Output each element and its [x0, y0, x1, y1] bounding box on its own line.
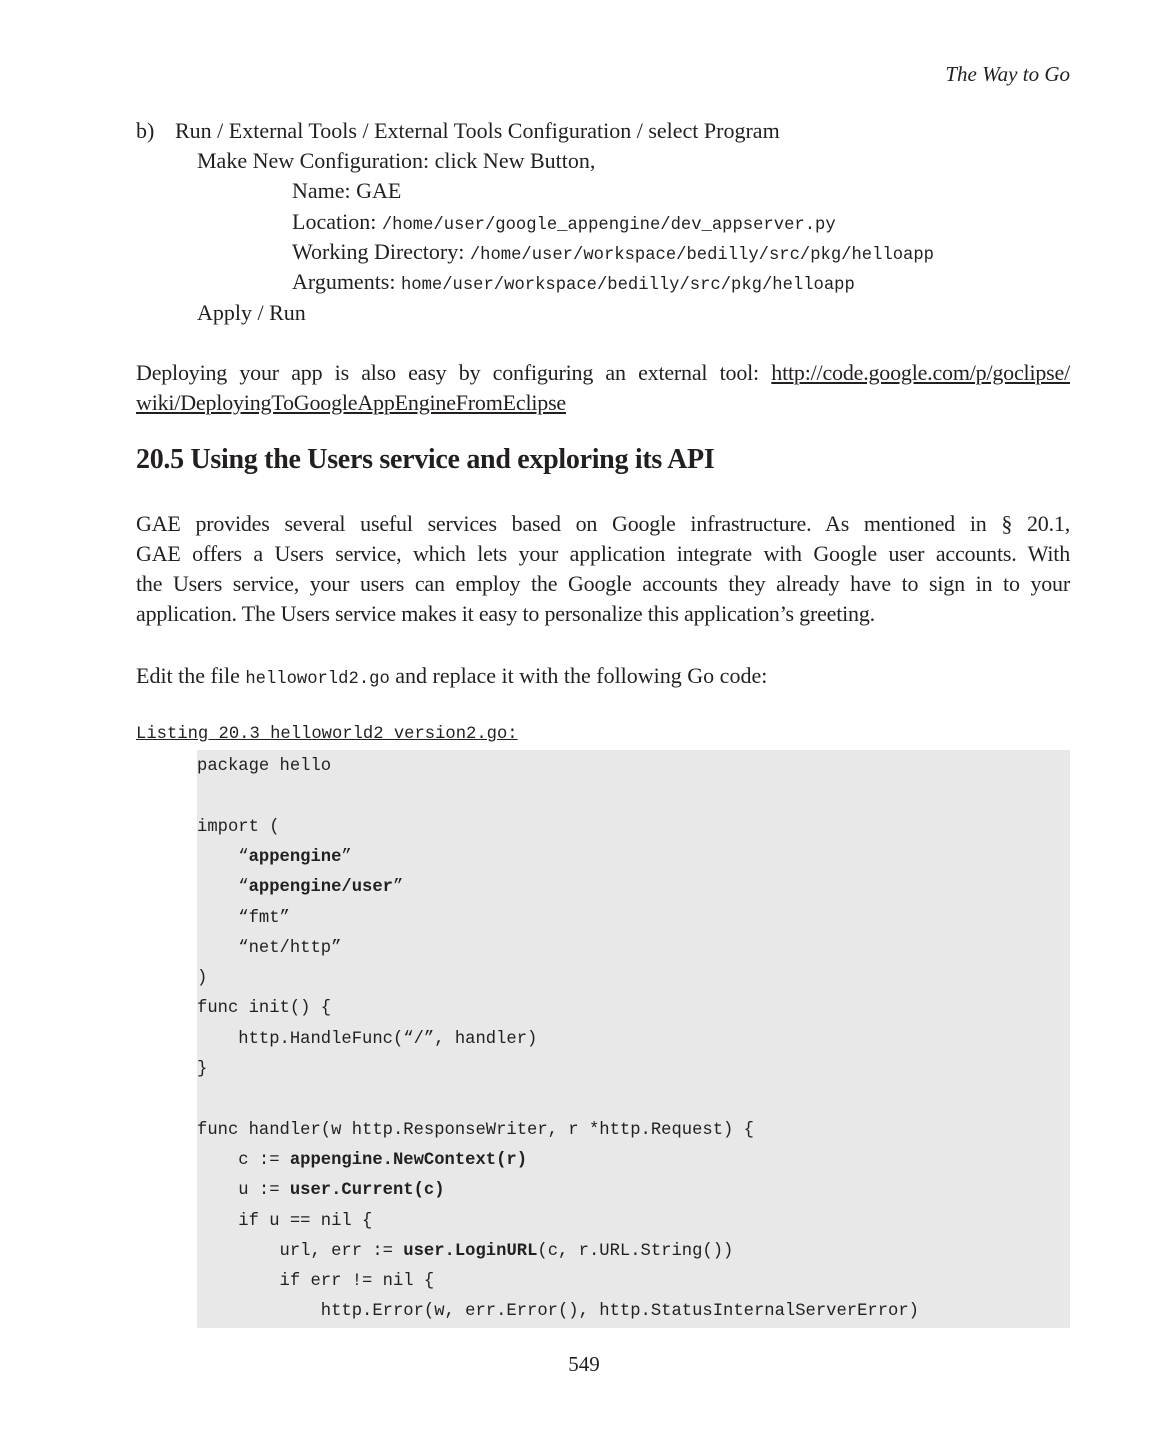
code-line — [197, 1116, 754, 1146]
step-marker: b) — [136, 118, 155, 143]
code-segment: func init() { — [197, 999, 332, 1019]
edit-after: and replace it with the following Go code: — [389, 663, 768, 688]
step-workdir — [292, 237, 934, 271]
deploy-link-continued[interactable]: wiki/DeployingToGoogleAppEngineFromEclipse — [136, 390, 566, 415]
code-segment: if err != nil { — [197, 1272, 435, 1292]
code-segment: “ — [197, 847, 249, 867]
code-segment: ) — [197, 969, 208, 989]
code-line — [197, 1146, 527, 1176]
code-bold-segment: appengine.NewContext(r) — [289, 1150, 528, 1170]
edit-instruction — [136, 661, 767, 695]
code-segment: (c, r.URL.String()) — [537, 1241, 734, 1261]
listing-title: Listing 20.3 helloworld2_version2.go: — [136, 725, 518, 744]
code-line — [197, 813, 280, 843]
step-name: Name: GAE — [292, 178, 402, 203]
code-line — [197, 934, 341, 964]
code-block — [197, 750, 1070, 1328]
intro-line: GAE offers a Users service, which lets your application integrate with Google user accounts. With — [136, 541, 1070, 566]
code-segment: c := — [197, 1150, 290, 1170]
code-segment: } — [197, 1060, 208, 1079]
code-segment: if u == nil { — [197, 1211, 373, 1231]
edit-filename: helloworld2.go — [245, 670, 390, 689]
intro-line: application. The Users service makes it easy to personalize this application’s greeting. — [136, 601, 875, 626]
code-bold-segment: user.Current(c) — [289, 1181, 445, 1201]
deploy-paragraph-line2 — [136, 388, 1070, 418]
workdir-label: Working Directory: — [292, 239, 465, 264]
location-label: Location: — [292, 209, 377, 234]
step-arguments — [292, 267, 855, 301]
page-number: 549 — [568, 1352, 600, 1376]
code-line — [197, 873, 403, 903]
code-line — [197, 904, 290, 934]
code-segment: “fmt” — [197, 908, 290, 928]
step-new-config: Make New Configuration: click New Button, — [197, 148, 596, 173]
step-location — [292, 207, 836, 241]
code-bold-segment: user.LoginURL — [403, 1241, 538, 1261]
code-line — [197, 1055, 207, 1085]
intro-line: the Users service, your users can employ the Google accounts they already have to sign in to your — [136, 571, 1070, 596]
location-value: /home/user/google_appengine/dev_appserver.py — [381, 216, 836, 235]
code-line — [197, 1237, 733, 1267]
running-header: The Way to Go — [945, 62, 1070, 86]
code-segment: func handler(w http.ResponseWriter, r *http.Request) { — [197, 1120, 754, 1140]
code-segment: “net/http” — [197, 938, 342, 958]
deploy-text: Deploying your app is also easy by configuring an external tool: — [136, 360, 759, 385]
step-apply-run: Apply / Run — [197, 300, 306, 325]
args-value: home/user/workspace/bedilly/src/pkg/helloapp — [400, 276, 855, 295]
step-path: Run / External Tools / External Tools Configuration / select Program — [175, 118, 780, 143]
code-segment: package hello — [197, 757, 332, 776]
code-segment: http.Error(w, err.Error(), http.StatusInternalServerError) — [197, 1302, 919, 1322]
code-segment: u := — [197, 1181, 290, 1201]
code-segment: url, err := — [197, 1241, 404, 1261]
code-line — [197, 752, 331, 782]
code-segment: ” — [392, 878, 404, 898]
code-line — [197, 843, 352, 873]
code-segment: “ — [197, 878, 249, 898]
edit-before: Edit the file — [136, 663, 246, 688]
workdir-value: /home/user/workspace/bedilly/src/pkg/helloapp — [469, 246, 934, 265]
deploy-paragraph-line1 — [136, 358, 1070, 388]
code-segment: ” — [341, 847, 352, 867]
code-line — [197, 994, 331, 1024]
code-segment: import ( — [197, 817, 280, 837]
code-line — [197, 1297, 919, 1327]
code-segment: http.HandleFunc(“/”, handler) — [197, 1029, 538, 1049]
deploy-link[interactable]: http://code.google.com/p/goclipse/ — [771, 360, 1070, 385]
code-line — [197, 1025, 537, 1055]
section-heading: 20.5 Using the Users service and exploring its API — [136, 444, 715, 475]
code-line — [197, 1176, 445, 1206]
args-label: Arguments: — [292, 269, 396, 294]
code-line — [197, 1267, 434, 1297]
code-line — [197, 964, 207, 994]
code-bold-segment: appengine — [248, 847, 342, 867]
code-line — [197, 1207, 372, 1237]
intro-line: GAE provides several useful services based on Google infrastructure. As mentioned in § 20.1, — [136, 511, 1070, 536]
code-bold-segment: appengine/user — [248, 878, 393, 898]
